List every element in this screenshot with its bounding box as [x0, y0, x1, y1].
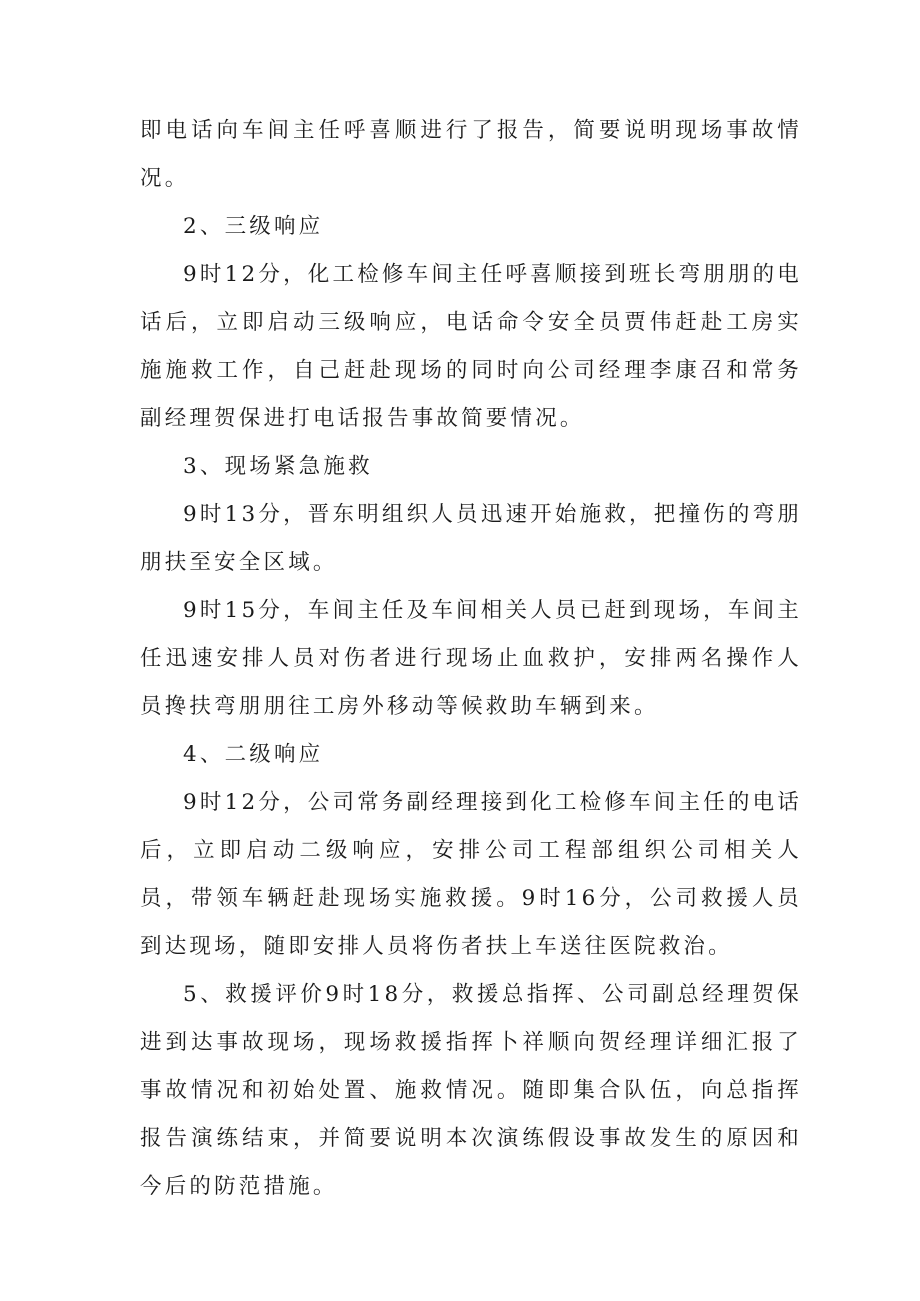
section-heading-onsite-rescue: 3、现场紧急施救 [183, 454, 373, 479]
paragraph: 9时12分，公司常务副经理接到化工检修车间主任的电话后，立即启动二级响应，安排公司工程部组织公司相关人员，带领车辆赶赴现场实施救援。9时16分，公司救援人员到达现场，随即安排人员将伤者扶上车送往医院救治。 [140, 790, 802, 959]
section-heading-level2-response: 4、二级响应 [183, 742, 324, 767]
paragraph: 9时12分，化工检修车间主任呼喜顺接到班长弯朋朋的电话后，立即启动三级响应，电话命令安全员贾伟赶赴工房实施施救工作，自己赶赴现场的同时向公司经理李康召和常务副经理贺保进打电话报告事故简要情况。 [140, 262, 802, 431]
document-body [140, 107, 802, 1211]
paragraph: 9时13分，晋东明组织人员迅速开始施救，把撞伤的弯朋朋扶至安全区域。 [140, 502, 802, 575]
paragraph: 9时15分，车间主任及车间相关人员已赶到现场，车间主任迅速安排人员对伤者进行现场止血救护，安排两名操作人员搀扶弯朋朋往工房外移动等候救助车辆到来。 [140, 598, 802, 719]
section-heading-level3-response: 2、三级响应 [183, 214, 324, 239]
paragraph-continuation: 即电话向车间主任呼喜顺进行了报告，简要说明现场事故情况。 [140, 118, 802, 191]
paragraph: 5、救援评价9时18分，救援总指挥、公司副总经理贺保进到达事故现场，现场救援指挥卜祥顺向贺经理详细汇报了事故情况和初始处置、施救情况。随即集合队伍，向总指挥报告演练结束，并简要说明本次演练假设事故发生的原因和今后的防范措施。 [140, 982, 802, 1199]
